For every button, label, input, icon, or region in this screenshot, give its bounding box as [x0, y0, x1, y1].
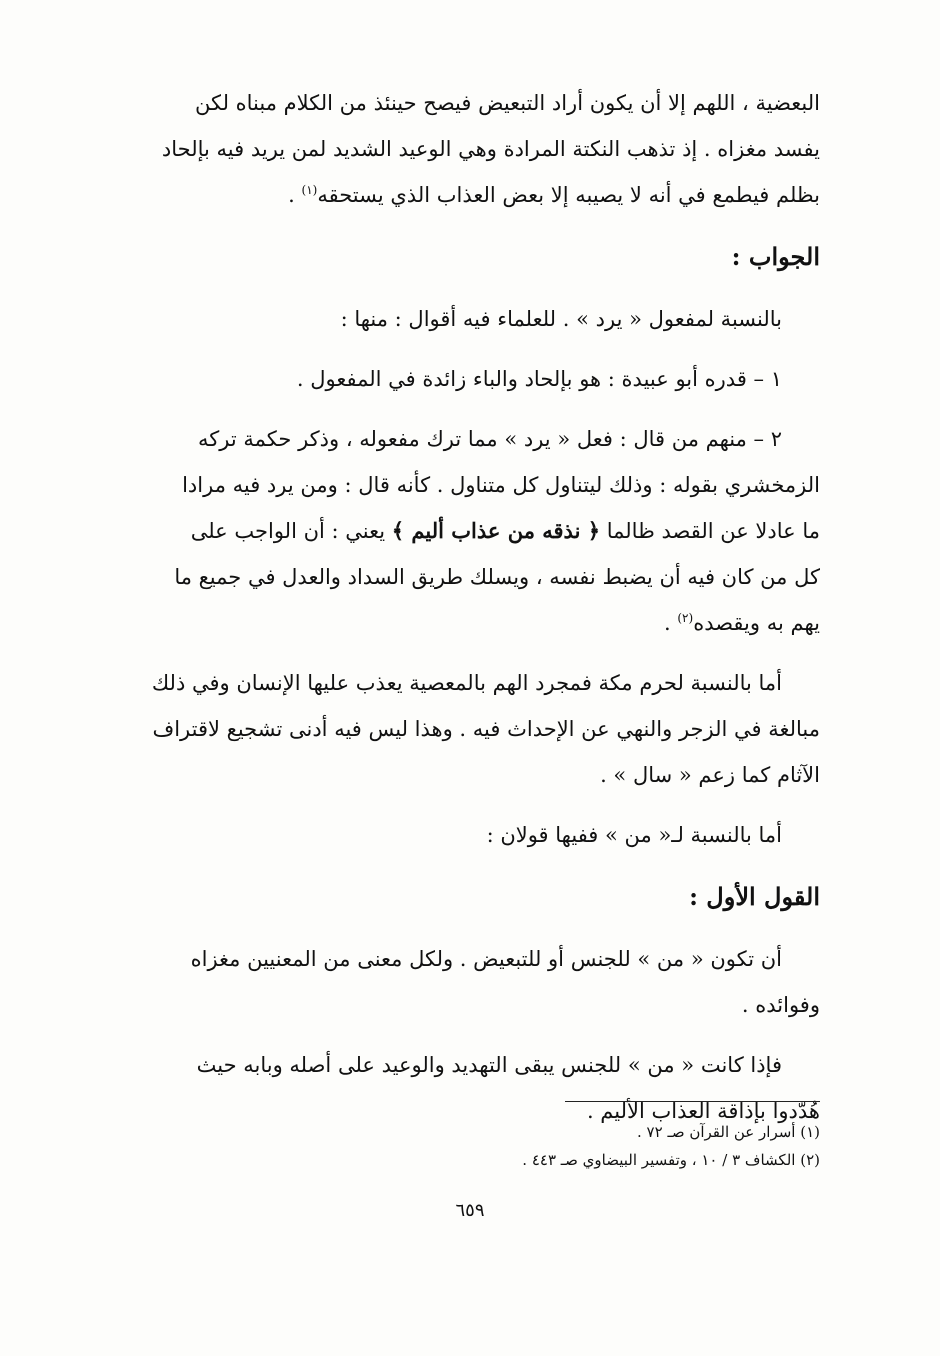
text-span: بظلم فيطمع في أنه لا يصيبه إلا بعض العذاب الذي يستحقه	[317, 183, 820, 207]
footnote-2: (٢) الكشاف ٣ / ١٠ ، وتفسير البيضاوي صـ ٤٤٣ .	[522, 1151, 820, 1169]
paragraph-5	[125, 660, 820, 798]
text-span: .	[288, 183, 302, 207]
footnote-ref: (٢)	[677, 611, 694, 625]
text-line: وفوائده .	[741, 993, 820, 1017]
quran-quote: ﴿ نذقه من عذاب أليم ﴾	[391, 518, 601, 543]
text-line: أن تكون « من » للجنس أو للتبعيض . ولكل معنى من المعنيين مغزاه	[190, 947, 782, 971]
footnote-1: (١) أسرار عن القرآن صـ ٧٢ .	[637, 1123, 820, 1141]
page-number: ٦٥٩	[455, 1200, 485, 1221]
text-line: أما بالنسبة لحرم مكة فمجرد الهم بالمعصية يعذب عليها الإنسان وفي ذلك	[151, 671, 782, 695]
text-span: يعني : أن الواجب على	[190, 519, 386, 543]
text-line: هُدّدوا بإذاقة العذاب الأليم .	[586, 1099, 820, 1123]
text-line	[125, 600, 820, 646]
text-line: ٢ – منهم من قال : فعل « يرد » مما ترك مفعوله ، وذكر حكمة تركه	[198, 427, 782, 451]
text-span: .	[664, 611, 678, 635]
footnotes	[300, 1118, 820, 1174]
paragraph-3: ١ – قدره أبو عبيدة : هو بإلحاد والباء زائدة في المفعول .	[296, 367, 782, 391]
paragraph-7	[125, 936, 820, 1028]
text-line: يفسد مغزاه . إذ تذهب النكتة المرادة وهي الوعيد الشديد لمن يريد فيه بإلحاد	[161, 137, 820, 161]
heading-answer: الجواب :	[731, 242, 820, 271]
text-line: مبالغة في الزجر والنهي عن الإحداث فيه . وهذا ليس فيه أدنى تشجيع لاقتراف	[152, 717, 820, 741]
page-body	[125, 80, 820, 1134]
text-span: ما عادلا عن القصد ظالما	[606, 519, 820, 543]
footnote-divider	[565, 1101, 820, 1102]
paragraph-2: بالنسبة لمفعول « يرد » . للعلماء فيه أقوال : منها :	[340, 307, 782, 331]
footnote-ref: (١)	[301, 183, 318, 197]
text-span: يهم به ويقصده	[693, 611, 820, 635]
text-line: الزمخشري بقوله : وذلك ليتناول كل متناول . كأنه قال : ومن يرد فيه مرادا	[182, 473, 820, 497]
paragraph-1	[125, 80, 820, 218]
paragraph-6: أما بالنسبة لـ« من » ففيها قولان :	[486, 823, 782, 847]
text-line	[125, 508, 820, 554]
paragraph-4	[125, 416, 820, 646]
text-line: كل من كان فيه أن يضبط نفسه ، ويسلك طريق السداد والعدل في جميع ما	[174, 565, 820, 589]
text-line: البعضية ، اللهم إلا أن يكون أراد التبعيض فيصح حينئذ من الكلام مبناه لكن	[194, 91, 820, 115]
text-line: فإذا كانت « من » للجنس يبقى التهديد والوعيد على أصله وبابه حيث	[196, 1053, 782, 1077]
heading-first-opinion: القول الأول :	[689, 882, 820, 911]
text-line: الآثام كما زعم « سال » .	[600, 763, 820, 787]
text-line	[125, 172, 820, 218]
